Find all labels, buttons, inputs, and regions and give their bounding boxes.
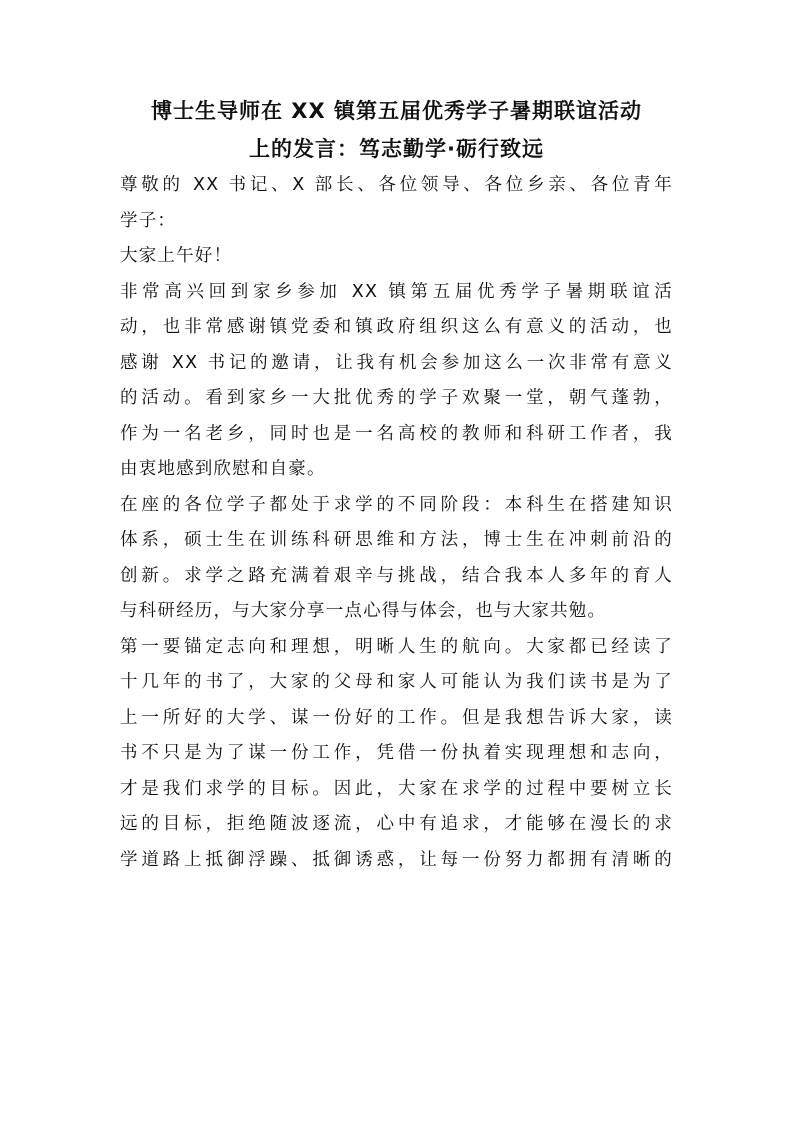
paragraph-opening — [120, 275, 673, 488]
paragraph-greeting — [120, 239, 673, 275]
paragraph-first-point — [120, 630, 673, 879]
text-line: 创新。求学之路充满着艰辛与挑战，结合我本人多年的育人 — [120, 565, 673, 586]
text-line: 体系，硕士生在训练科研思维和方法，博士生在冲刺前沿的 — [120, 530, 673, 550]
text-line: 在座的各位学子都处于求学的不同阶段：本科生在搭建知识 — [120, 494, 673, 515]
text-line: 书不只是为了谋一份工作，凭借一份执着实现理想和志向， — [120, 743, 673, 763]
text-line: 上一所好的大学、谋一份好的工作。但是我想告诉大家，读 — [120, 707, 673, 728]
text-line: 学道路上抵御浮躁、抵御诱惑，让每一份努力都拥有清晰的 — [120, 849, 673, 870]
text-line: 远的目标，拒绝随波逐流，心中有追求，才能够在漫长的求 — [120, 814, 673, 834]
text-line: 感谢 XX 书记的邀请，让我有机会参加这么一次非常有意义 — [120, 352, 673, 373]
text-line: 非常高兴回到家乡参加 XX 镇第五届优秀学子暑期联谊活 — [120, 281, 673, 302]
text-line: 动，也非常感谢镇党委和镇政府组织这么有意义的活动，也 — [120, 317, 673, 337]
text-line: 与科研经历，与大家分享一点心得与体会，也与大家共勉。 — [120, 601, 607, 621]
title-line: 上的发言：笃志勤学·砺行致远 — [249, 137, 544, 161]
text-line: 尊敬的 XX 书记、X 部长、各位领导、各位乡亲、各位青年 — [120, 175, 673, 195]
text-line: 大家上午好！ — [120, 246, 233, 266]
text-line: 第一要锚定志向和理想，明晰人生的航向。大家都已经读了 — [120, 636, 673, 657]
paragraph-salutation — [120, 168, 673, 239]
text-line: 十几年的书了，大家的父母和家人可能认为我们读书是为了 — [120, 672, 673, 692]
text-line: 作为一名老乡，同时也是一名高校的教师和科研工作者，我 — [120, 423, 673, 444]
text-line: 才是我们求学的目标。因此，大家在求学的过程中要树立长 — [120, 778, 673, 799]
text-line: 学子： — [120, 210, 177, 231]
paragraph-stages — [120, 488, 673, 630]
text-line: 由衷地感到欣慰和自豪。 — [120, 459, 326, 479]
document-page — [120, 92, 673, 878]
title-line: 博士生导师在 XX 镇第五届优秀学子暑期联谊活动 — [150, 99, 642, 123]
document-title — [120, 92, 673, 168]
text-line: 的活动。看到家乡一大批优秀的学子欢聚一堂，朝气蓬勃， — [120, 388, 673, 408]
